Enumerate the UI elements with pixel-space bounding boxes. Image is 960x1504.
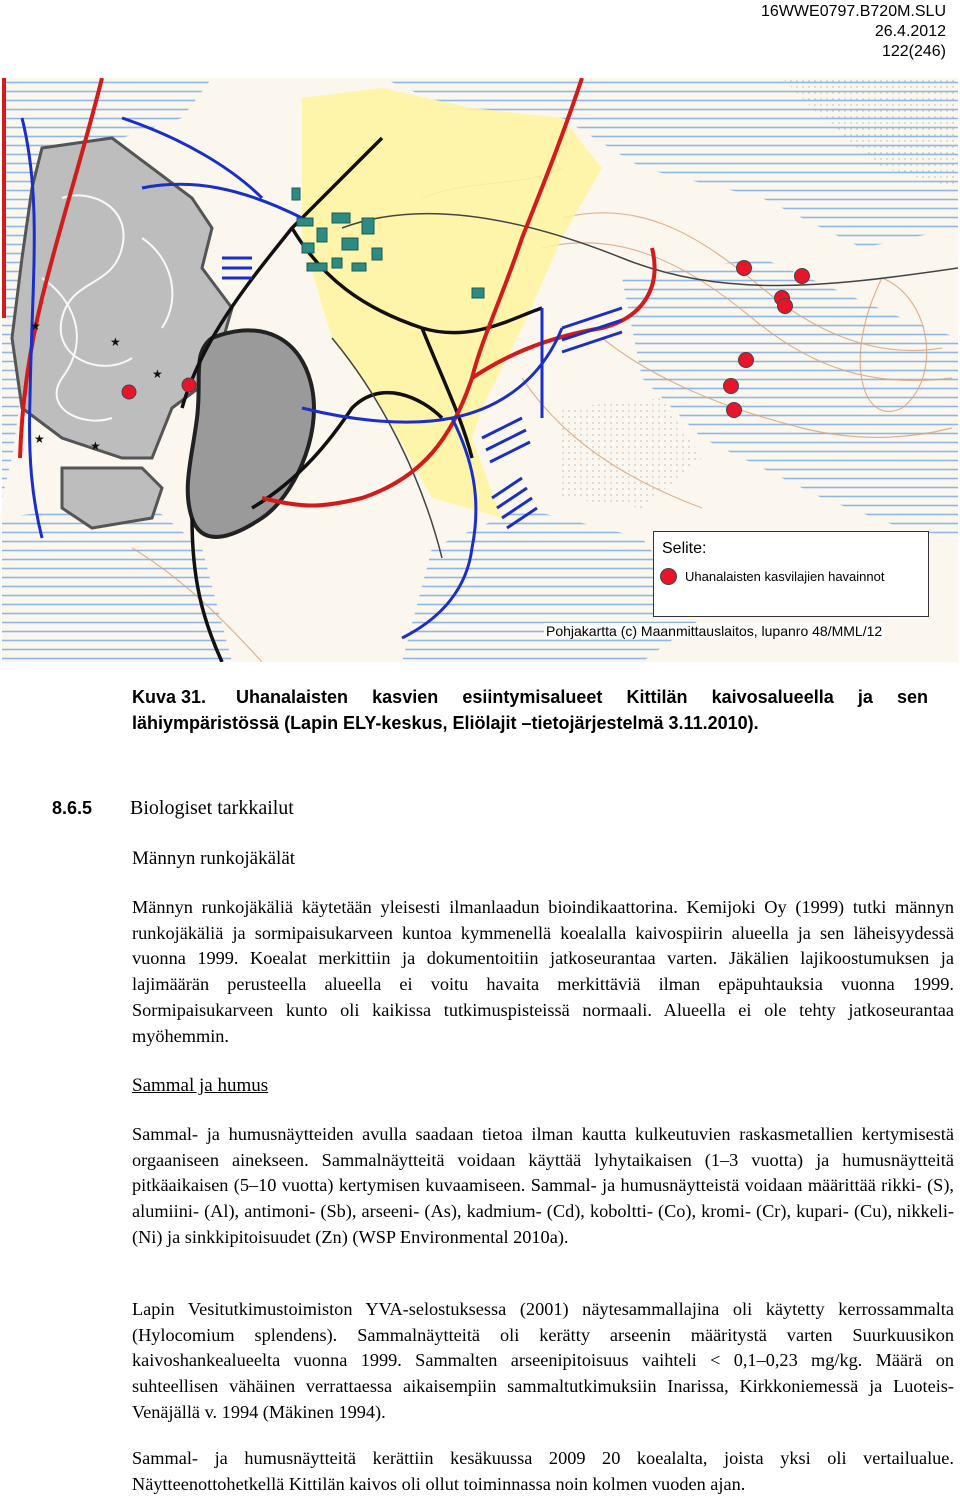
legend-title: Selite: xyxy=(662,540,707,557)
map-credit: Pohjakartta (c) Maanmittauslaitos, lupanro 48/MML/12 xyxy=(546,623,883,639)
page-number: 122(246) xyxy=(881,43,946,60)
map-legend xyxy=(653,531,929,617)
subheading-pine-lichens: Männyn runkojäkälät xyxy=(132,848,296,869)
svg-text:★: ★ xyxy=(30,319,41,333)
paragraph-sampling-2009: Sammal- ja humusnäytteitä kerättiin kesäkuussa 2009 20 koealalta, joista yksi oli vertailualue. Näytteenottohetkellä Kittilän kaivos oli ollut toiminnassa noin kolmen vuoden ajan. xyxy=(132,1448,954,1494)
svg-text:★: ★ xyxy=(152,367,163,381)
legend-item-label: Uhanalaisten kasvilajien havainnot xyxy=(685,569,885,584)
section-title: Biologiset tarkkailut xyxy=(130,797,294,819)
document-header xyxy=(761,2,946,62)
svg-text:★: ★ xyxy=(90,439,101,453)
paragraph-moss-arsenic: Lapin Vesitutkimustoimiston YVA-selostuksessa (2001) näytesammallajina oli käytetty kerrossammalta (Hylocomium splendens). Sammalnäytteitä oli kerätty arseenin määritystä varten Suurkuusikon kaivoshankealueelta vuonna 1999. Sammalten arseenipitoisuus vaihteli < 0,1–0,23 mg/kg. Määrä on suhteellisen vähäinen verrattaessa aikaisempiin sammaltutkimuksiin Inarissa, Kirkkoniemessä ja Luoteis-Venäjällä v. 1994 (Mäkinen 1994). xyxy=(132,1299,954,1422)
document-id: 16WWE0797.B720M.SLU xyxy=(761,3,946,20)
caption-label: Kuva 31. xyxy=(132,687,207,707)
legend-item-observations xyxy=(660,568,884,585)
caption-text: Uhanalaisten kasvien esiintymisalueet Kittilän kaivosalueella ja sen lähiympäristössä (Lapin ELY-keskus, Eliölajit –tietojärjestelmä 3.11.2010). xyxy=(132,687,928,733)
paragraph-pine-lichens: Männyn runkojäkäliä käytetään yleisesti ilmanlaadun bioindikaattorina. Kemijoki Oy (1999) tutki männyn runkojäkäliä ja sormipaisukarveen kuntoa kymmenellä koealalla kaivospiirin alueella ja sen läheisyydessä vuonna 1999. Koealat merkittiin ja dokumentoitiin jatkoseurantaa varten. Jäkälien lajikoostumuksen ja lajimäärän perusteella alueella ei voitu havaita merkittäviä ilman epäpuhtauksia vuonna 1999. Sormipaisukarveen kunto oli kaikissa tutkimuspisteissä normaali. Alueella ei ole tehty jatkoseurantaa myöhemmin. xyxy=(132,897,954,1046)
svg-text:★: ★ xyxy=(110,335,121,349)
document-date: 26.4.2012 xyxy=(874,23,946,40)
subheading-moss-humus: Sammal ja humus xyxy=(132,1075,269,1096)
red-dot-icon xyxy=(660,568,677,585)
figure-caption xyxy=(132,684,928,736)
svg-text:★: ★ xyxy=(34,432,45,446)
section-number: 8.6.5 xyxy=(52,798,93,818)
paragraph-moss-humus-intro: Sammal- ja humusnäytteiden avulla saadaan tietoa ilman kautta kulkeutuvien raskasmetallien kertymisestä orgaaniseen ainekseen. Sammalnäytteitä voidaan käyttää lyhytaikaisen (1–3 vuotta) ja humusnäytteitä pitkäaikaisen (5–10 vuotta) kertymisen kuvaamiseen. Sammal- ja humusnäytteistä voidaan määrittää rikki- (S), alumiini- (Al), antimoni- (Sb), arseeni- (As), kadmium- (Cd), koboltti- (Co), kromi- (Cr), kupari- (Cu), nikkeli- (Ni) ja sinkkipitoisuudet (Zn) (WSP Environmental 2010a). xyxy=(132,1124,954,1247)
